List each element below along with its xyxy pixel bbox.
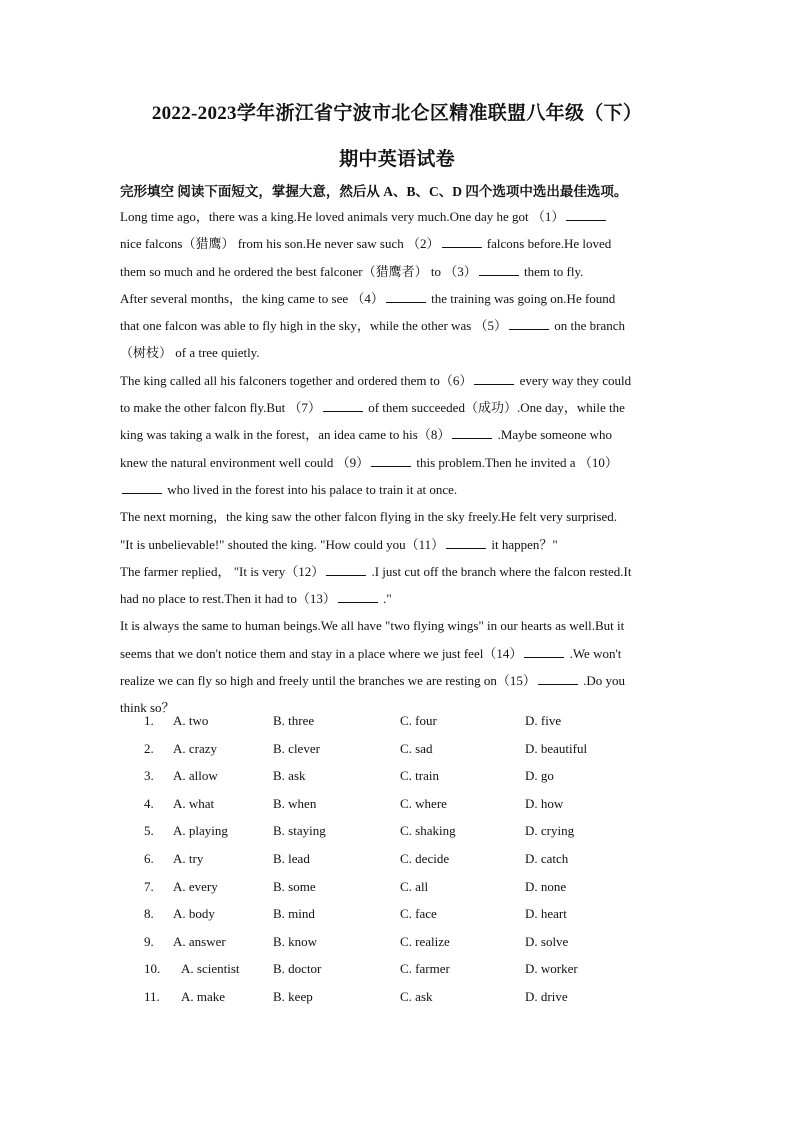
passage-text: .I just cut off the branch where the falcon rested.It <box>368 563 632 579</box>
option-c[interactable]: C. where <box>400 795 447 811</box>
passage-text: realize we can fly so high and freely until the branches we are resting on（15） <box>120 673 536 689</box>
option-d[interactable]: D. none <box>525 878 567 894</box>
passage-text: The king called all his falconers together and ordered them to（6） <box>120 372 473 388</box>
passage-text: （树枝） of a tree quietly. <box>120 345 260 361</box>
answer-blank[interactable] <box>524 646 564 658</box>
option-d[interactable]: D. drive <box>525 988 568 1004</box>
option-b[interactable]: B. clever <box>273 740 320 756</box>
passage-line <box>120 394 680 421</box>
option-a[interactable]: A. what <box>173 795 215 811</box>
answer-blank[interactable] <box>538 673 578 685</box>
option-d[interactable]: D. crying <box>525 823 575 839</box>
option-d[interactable]: D. five <box>525 713 562 728</box>
passage-text: .Maybe someone who <box>494 427 613 443</box>
passage-text: It is always the same to human beings.We all have "two flying wings" in our hearts as well.But it <box>120 618 625 634</box>
option-d[interactable]: D. how <box>525 795 564 811</box>
question-number: 1. <box>144 713 154 728</box>
passage-text: The farmer replied， "It is very（12） <box>120 563 325 579</box>
passage-text: of them succeeded（成功）.One day，while the <box>364 400 625 416</box>
answer-blank[interactable] <box>509 318 549 330</box>
passage-line <box>120 312 680 339</box>
passage-line <box>120 258 680 285</box>
option-a[interactable]: A. playing <box>173 823 228 839</box>
option-a[interactable]: A. scientist <box>181 961 240 977</box>
passage-text: falcons before.He loved <box>483 236 612 252</box>
answer-blank[interactable] <box>479 264 519 276</box>
option-d[interactable]: D. catch <box>525 850 569 866</box>
option-c[interactable]: C. four <box>400 713 437 728</box>
option-d[interactable]: D. go <box>525 768 554 784</box>
option-b[interactable]: B. some <box>273 878 316 894</box>
passage-line <box>120 285 680 312</box>
exam-subtitle: 期中英语试卷 <box>339 149 455 170</box>
option-b[interactable]: B. ask <box>273 768 306 784</box>
passage-text: .We won't <box>566 645 622 661</box>
passage-text: them so much and he ordered the best falconer（猎鹰者） to （3） <box>120 263 477 279</box>
passage-text: it happen？" <box>488 536 558 552</box>
question-number: 2. <box>144 740 154 756</box>
passage-text: them to fly. <box>520 263 584 279</box>
passage-line <box>120 421 680 448</box>
option-d[interactable]: D. worker <box>525 961 578 977</box>
option-c[interactable]: C. sad <box>400 740 433 756</box>
section-instruction: 完形填空 阅读下面短文，掌握大意，然后从 A、B、C、D 四个选项中选出最佳选项。 <box>120 184 628 199</box>
passage-line <box>120 339 680 366</box>
option-b[interactable]: B. staying <box>273 823 326 839</box>
question-number: 10. <box>144 961 161 977</box>
passage-line <box>120 612 680 639</box>
passage-line <box>120 585 680 612</box>
option-a[interactable]: A. make <box>181 988 226 1004</box>
answer-blank[interactable] <box>442 236 482 248</box>
option-c[interactable]: C. all <box>400 878 429 894</box>
passage-text: think so？ <box>120 700 175 716</box>
option-d[interactable]: D. heart <box>525 906 567 922</box>
option-c[interactable]: C. face <box>400 906 437 922</box>
passage-line <box>120 230 680 257</box>
answer-blank[interactable] <box>474 373 514 385</box>
question-number: 9. <box>144 933 154 949</box>
passage-text: who lived in the forest into his palace to train it at once. <box>164 481 458 497</box>
passage-text: to make the other falcon fly.But （7） <box>120 400 321 416</box>
passage-line <box>120 367 680 394</box>
option-a[interactable]: A. try <box>173 850 204 866</box>
passage-text: this problem.Then he invited a （10） <box>413 454 618 470</box>
passage-text: After several months，the king came to see （4） <box>120 290 384 306</box>
passage-text: ." <box>379 591 392 607</box>
option-c[interactable]: C. shaking <box>400 823 456 839</box>
option-b[interactable]: B. doctor <box>273 961 322 977</box>
answer-blank[interactable] <box>323 400 363 412</box>
question-number: 4. <box>144 795 154 811</box>
passage-line <box>120 640 680 667</box>
option-d[interactable]: D. solve <box>525 933 569 949</box>
passage-line <box>120 531 680 558</box>
question-number: 3. <box>144 768 154 784</box>
answer-blank[interactable] <box>446 537 486 549</box>
option-a[interactable]: A. body <box>173 906 215 922</box>
exam-title: 2022-2023学年浙江省宁波市北仑区精准联盟八年级（下） <box>151 103 643 124</box>
passage-line <box>120 667 680 694</box>
answer-blank[interactable] <box>452 427 492 439</box>
option-b[interactable]: B. three <box>273 713 315 728</box>
option-b[interactable]: B. keep <box>273 988 313 1004</box>
passage-text: every way they could <box>516 372 632 388</box>
passage-text: on the branch <box>551 318 626 334</box>
option-a[interactable]: A. crazy <box>173 740 218 756</box>
option-c[interactable]: C. realize <box>400 933 450 949</box>
answer-blank[interactable] <box>566 209 606 221</box>
passage-text: .Do you <box>579 673 625 689</box>
answer-blank[interactable] <box>338 591 378 603</box>
answer-blank[interactable] <box>371 455 411 467</box>
option-a[interactable]: A. answer <box>173 933 226 949</box>
question-number: 11. <box>144 988 160 1004</box>
passage-line <box>120 203 680 230</box>
option-a[interactable]: A. two <box>173 713 209 728</box>
option-b[interactable]: B. when <box>273 795 317 811</box>
passage-line <box>120 558 680 585</box>
question-number: 6. <box>144 850 154 866</box>
option-a[interactable]: A. allow <box>173 768 218 784</box>
answer-blank[interactable] <box>326 564 366 576</box>
option-c[interactable]: C. train <box>400 768 439 784</box>
passage-line <box>120 503 680 530</box>
passage-line <box>120 449 680 476</box>
passage-text: king was taking a walk in the forest，an idea came to his（8） <box>120 427 451 443</box>
answer-blank[interactable] <box>386 291 426 303</box>
option-d[interactable]: D. beautiful <box>525 740 588 756</box>
passage-text: that one falcon was able to fly high in the sky，while the other was （5） <box>120 318 508 334</box>
passage-text: Long time ago，there was a king.He loved animals very much.One day he got （1） <box>120 209 565 224</box>
question-number: 5. <box>144 823 154 839</box>
passage-text: "It is unbelievable!" shouted the king. "How could you（11） <box>120 536 445 552</box>
option-b[interactable]: B. know <box>273 933 318 949</box>
answer-blank[interactable] <box>122 482 162 494</box>
passage-text: seems that we don't notice them and stay in a place where we just feel（14） <box>120 645 523 661</box>
option-c[interactable]: C. farmer <box>400 961 450 977</box>
question-number: 7. <box>144 878 154 894</box>
passage-text: the training was going on.He found <box>427 290 616 306</box>
passage-text: nice falcons（猎鹰） from his son.He never saw such （2） <box>120 236 440 252</box>
question-number: 8. <box>144 906 154 922</box>
option-b[interactable]: B. lead <box>273 850 310 866</box>
cloze-passage <box>120 203 680 722</box>
option-b[interactable]: B. mind <box>273 906 315 922</box>
passage-line <box>120 476 680 503</box>
option-a[interactable]: A. every <box>173 878 218 894</box>
passage-text: knew the natural environment well could （9） <box>120 454 370 470</box>
option-c[interactable]: C. ask <box>400 988 433 1004</box>
passage-text: The next morning，the king saw the other falcon flying in the sky freely.He felt very surprised. <box>120 509 617 525</box>
passage-text: had no place to rest.Then it had to（13） <box>120 591 336 607</box>
option-c[interactable]: C. decide <box>400 850 450 866</box>
